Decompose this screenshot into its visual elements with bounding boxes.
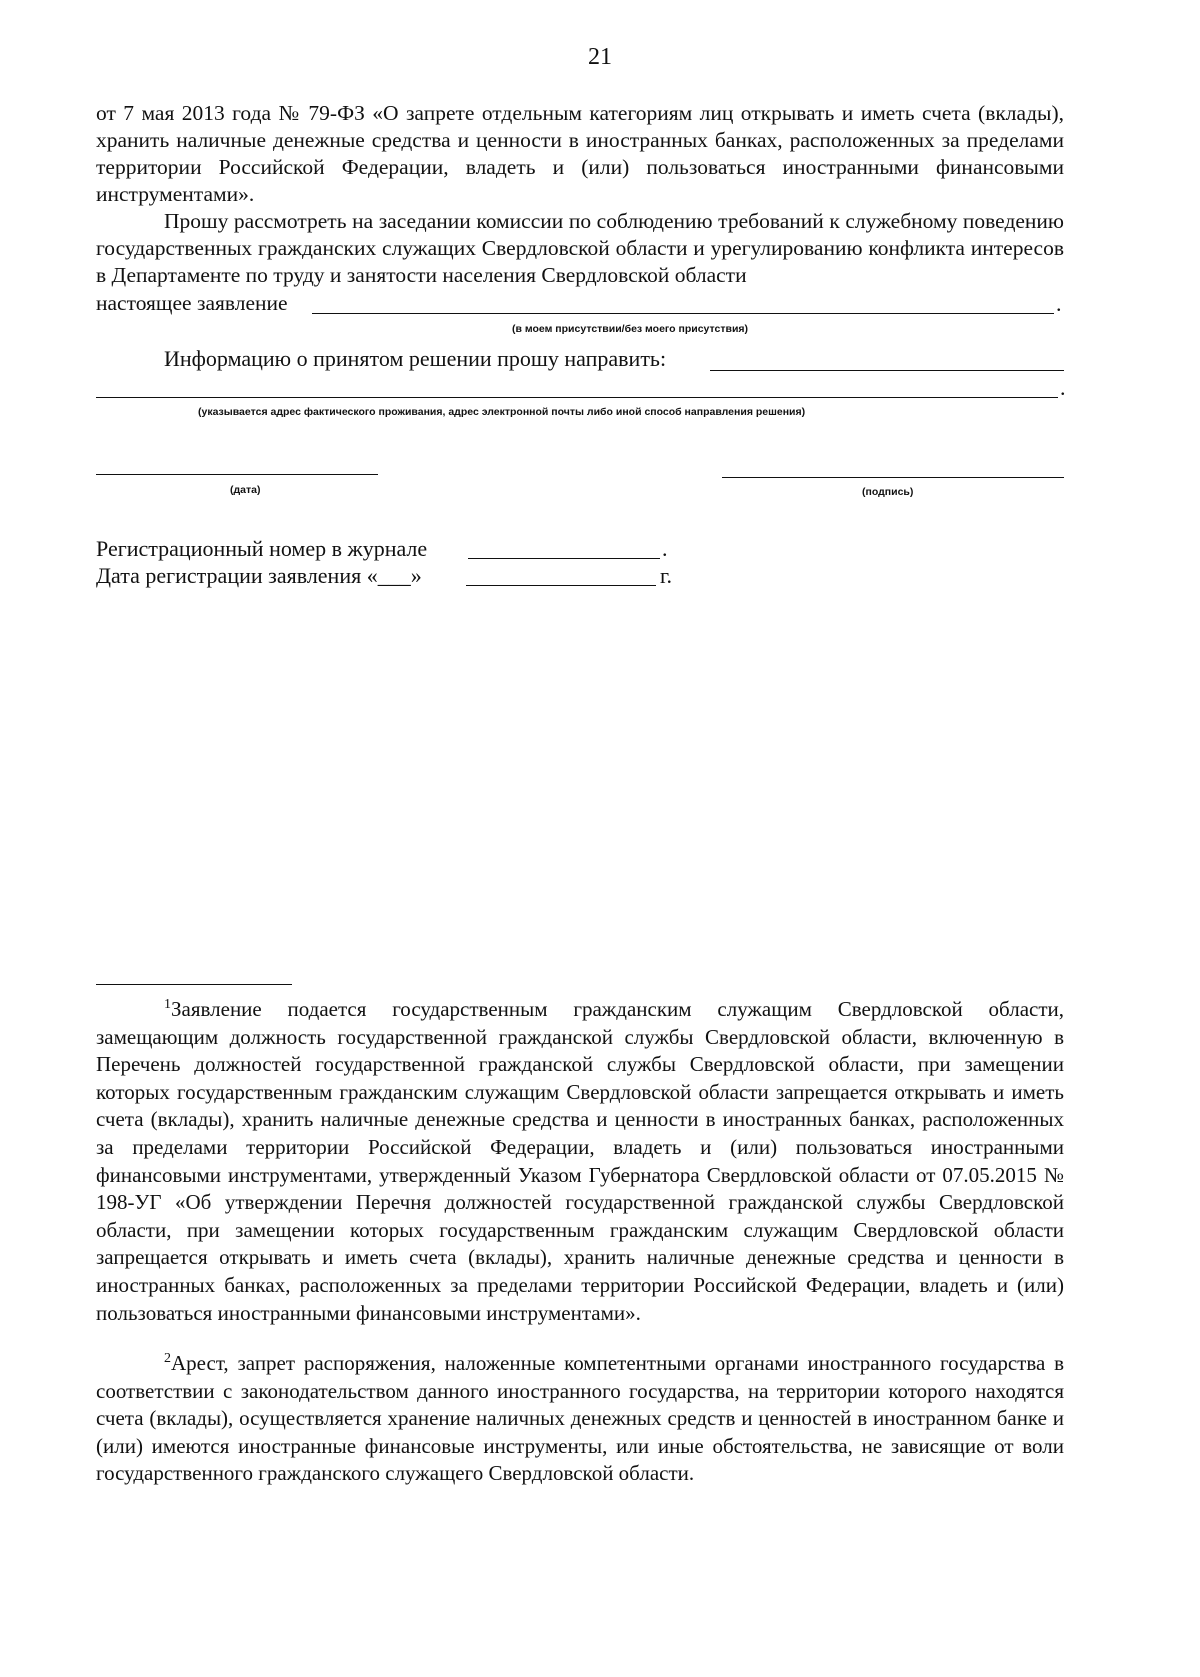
signature-field[interactable] [722, 477, 1064, 478]
footnote-1 [96, 996, 1064, 1327]
footnote-2-text: Арест, запрет распоряжения, наложенные компетентными органами иностранного государства в соответствии с законодательством данного иностранного государства, на территории которого находятся счета (вклады), осуществляется хранение наличных денежных средств и ценностей в иностранном банке и (или) имеются иностранные финансовые инструменты, или иные обстоятельства, не зависящие от воли государственного гражданского служащего Свердловской области. [96, 1351, 1064, 1486]
reg-date-year: г. [660, 563, 673, 588]
footnote-2-mark: 2 [164, 1351, 171, 1366]
reg-number-field[interactable] [468, 558, 660, 559]
signature-hint: (подпись) [862, 486, 914, 498]
decision-delivery-field-line-2[interactable] [96, 397, 1058, 398]
decision-delivery-field[interactable] [710, 370, 1064, 371]
address-hint: (указывается адрес фактического проживания, адрес электронной почты либо иной способ направления решения) [198, 406, 806, 418]
reg-date-label: Дата регистрации заявления «___» [96, 563, 422, 588]
reg-date-field[interactable] [466, 585, 656, 586]
paragraph-request: Прошу рассмотреть на заседании комиссии по соблюдению требований к служебному поведению государственных гражданских служащих Свердловской области и урегулированию конфликта интересов в Департаменте по труду и занятости населения Свердловской области [96, 209, 1064, 287]
address-period: . [1060, 375, 1066, 400]
info-label: Информацию о принятом решении прошу направить: [164, 346, 667, 371]
page-number: 21 [588, 44, 612, 70]
statement-presence-field[interactable] [312, 313, 1054, 314]
footnote-2 [96, 1350, 1064, 1488]
reg-number-period: . [662, 536, 668, 561]
date-field[interactable] [96, 474, 378, 475]
statement-presence-hint: (в моем присутствии/без моего присутствия) [512, 323, 749, 335]
date-hint: (дата) [230, 484, 261, 496]
statement-period: . [1056, 291, 1062, 316]
reg-number-label: Регистрационный номер в журнале [96, 536, 428, 561]
footnote-separator [96, 984, 292, 985]
paragraph-law-reference: от 7 мая 2013 года № 79-ФЗ «О запрете отдельным категориям лиц открывать и иметь счета (вклады), хранить наличные денежные средства и ценности в иностранных банках, расположенных за пределами территории Российской Федерации, владеть и (или) пользоваться иностранными финансовыми инструментами». [96, 101, 1064, 206]
footnote-1-mark: 1 [164, 997, 171, 1012]
footnote-1-text: Заявление подается государственным гражданским служащим Свердловской области, замещающим должность государственной гражданской службы Свердловской области, включенную в Перечень должностей государственной гражданской службы Свердловской области, при замещении которых государственным гражданским служащим Свердловской области запрещается открывать и иметь счета (вклады), хранить наличные денежные средства и ценности в иностранных банках, расположенных за пределами территории Российской Федерации, владеть и (или) пользоваться иностранными финансовыми инструментами, утвержденный Указом Губернатора Свердловской области от 07.05.2015 № 198-УГ «Об утверждении Перечня должностей государственной гражданской службы Свердловской области, при замещении которых государственным гражданским служащим Свердловской области запрещается открывать и иметь счета (вклады), хранить наличные денежные средства и ценности в иностранных банках, расположенных за пределами территории Российской Федерации, владеть и (или) пользоваться иностранными финансовыми инструментами». [96, 997, 1064, 1325]
statement-label: настоящее заявление [96, 291, 288, 315]
